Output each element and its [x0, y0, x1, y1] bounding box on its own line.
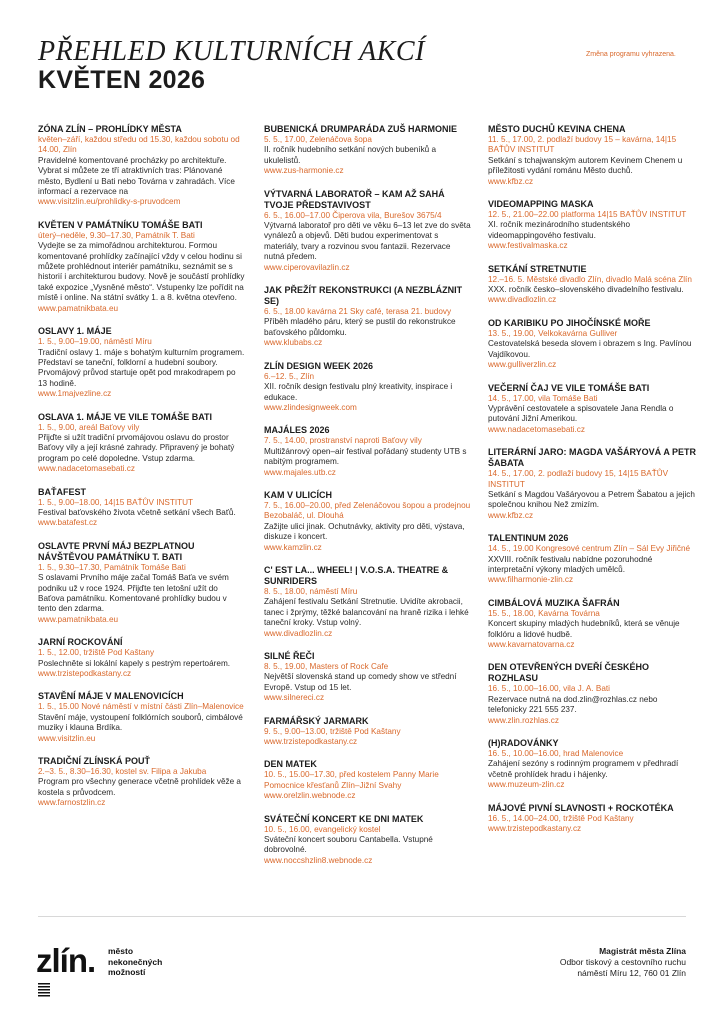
event-link[interactable]: www.nadacetomasebati.cz	[38, 464, 135, 474]
event-date-place: 1. 5., 9.30–17.30, Památník Tomáše Bati	[38, 562, 186, 572]
event-link[interactable]: www.1majvezline.cz	[38, 389, 112, 399]
event-date-place: 15. 5., 18.00, Kavárna Továrna	[488, 608, 600, 618]
event-date-place: 16. 5., 14.00–24.00, tržiště Pod Kaštany	[488, 813, 634, 823]
event-description: Největší slovenská stand up comedy show ve střední Evropě. Vstup od 15 let.	[264, 672, 457, 692]
event-date-place: 10. 5., 16.00, evangelický kostel	[264, 824, 381, 834]
event-title: CIMBÁLOVÁ MUZIKA ŠAFRÁN	[488, 597, 620, 608]
event-item	[264, 759, 472, 801]
event-title: MÁJOVÉ PIVNÍ SLAVNOSTI + ROCKOTÉKA	[488, 802, 674, 813]
event-item	[38, 541, 246, 625]
event-description: Příběh mladého páru, který se pustil do rekonstrukce baťovského půldomku.	[264, 317, 456, 337]
event-link[interactable]: www.klubabs.cz	[264, 338, 323, 348]
organizer-info	[560, 946, 686, 979]
event-link[interactable]: www.divadlozlin.cz	[488, 295, 557, 305]
event-item	[38, 124, 246, 208]
event-description: S oslavami Prvního máje začal Tomáš Baťa ve svém podniku už v roce 1924. Přijďte ten letošní užít do Baťova památníku. Komentované prohlídky budou v tento den zdarma.	[38, 573, 229, 614]
event-date-place: 1. 5., 9.00–18.00, 14|15 BAŤŮV INSTITUT	[38, 497, 194, 507]
event-date-place: 12. 5., 21.00–22.00 platforma 14|15 BAŤŮV INSTITUT	[488, 210, 687, 220]
event-item	[488, 662, 696, 726]
event-title: C' EST LA... WHEEL! | V.O.S.A. THEATRE & SUNRIDERS	[264, 564, 449, 586]
event-item	[488, 124, 696, 187]
event-description: XXX. ročník česko–slovenského divadelního festivalu.	[488, 285, 684, 295]
event-item	[488, 318, 696, 371]
event-item	[488, 598, 696, 651]
event-link[interactable]: www.nadacetomasebati.cz	[488, 424, 585, 434]
event-link[interactable]: www.pamatnikbata.eu	[38, 614, 119, 624]
event-item	[488, 447, 696, 521]
logo-slogan	[108, 946, 162, 978]
event-item	[38, 487, 246, 529]
event-title: OSLAVA 1. MÁJE VE VILE TOMÁŠE BATI	[38, 411, 213, 422]
event-link[interactable]: www.kavarnatovarna.cz	[488, 640, 575, 649]
event-title: OD KARIBIKU PO JIHOČÍNSKÉ MOŘE	[488, 317, 651, 328]
events-column-3	[488, 124, 696, 846]
event-link[interactable]: www.filharmonie-zlin.cz	[488, 575, 574, 585]
slogan-line: město	[108, 946, 134, 956]
event-title: JAK PŘEŽÍT REKONSTRUKCI (A NEZBLÁZNIT SE)	[264, 285, 463, 307]
event-title: (H)RADOVÁNKY	[488, 738, 559, 749]
event-title: DEN MATEK	[264, 759, 317, 770]
event-item	[38, 220, 246, 314]
event-description: Výtvarná laboratoř pro děti ve věku 6–13 let zve do světa vynálezů a objevů. Děti budou experimentovat s materiály, tvary a rozvinou svou fantazii. Rezervace nutná předem.	[264, 221, 471, 262]
event-item	[264, 124, 472, 177]
events-column-1	[38, 124, 246, 821]
event-title: BUBENICKÁ DRUMPARÁDA ZUŠ HARMONIE	[264, 124, 457, 134]
event-description: Cestovatelská beseda slovem i obrazem s Ing. Pavlínou Vajdíkovou.	[488, 339, 692, 359]
event-link[interactable]: www.muzeum-zlin.cz	[488, 780, 565, 790]
program-change-note: Změna programu vyhrazena.	[586, 51, 676, 58]
page-title: PŘEHLED KULTURNÍCH AKCÍ	[38, 36, 425, 67]
organizer-address: náměstí Míru 12, 760 01 Zlín	[577, 968, 686, 978]
events-column-2	[264, 124, 472, 878]
event-description: Multižánrový open–air festival pořádaný studenty UTB s nabitým programem.	[264, 446, 467, 467]
event-title: SVÁTEČNÍ KONCERT KE DNI MATEK	[264, 813, 424, 824]
event-date-place: 16. 5., 10.00–16.00, vila J. A. Bati	[488, 684, 610, 694]
event-link[interactable]: www.orelzlin.webnode.cz	[264, 791, 356, 801]
event-title: MĚSTO DUCHŮ KEVINA CHENA	[488, 124, 626, 134]
event-item	[264, 189, 472, 273]
event-item	[264, 716, 472, 748]
event-description: XI. ročník mezinárodního studentského videomappingového festivalu.	[488, 220, 630, 240]
event-date-place: 12.–16. 5. Městské divadlo Zlín, divadlo Malá scéna Zlín	[488, 274, 692, 284]
event-link[interactable]: www.batafest.cz	[38, 518, 98, 528]
event-link[interactable]: www.festivalmaska.cz	[488, 241, 568, 251]
event-date-place: 5. 5., 17.00, Zelenáčova šopa	[264, 135, 372, 144]
event-item	[264, 814, 472, 867]
event-title: DEN OTEVŘENÝCH DVEŘÍ ČESKÉHO ROZHLASU	[488, 662, 650, 684]
event-link[interactable]: www.ciperovavilazlin.cz	[264, 262, 350, 272]
event-link[interactable]: www.trzistepodkastany.cz	[38, 669, 132, 679]
event-date-place: 1. 5., 9.00, areál Baťovy vily	[38, 422, 140, 432]
event-date-place: květen–září, každou středu od 15.30, každou sobotu od 14.00, Zlín	[38, 135, 240, 155]
event-title: ZÓNA ZLÍN – PROHLÍDKY MĚSTA	[38, 124, 182, 134]
event-date-place: 11. 5., 17.00, 2. podlaží budovy 15 – kavárna, 14|15 BAŤŮV INSTITUT	[488, 135, 677, 155]
event-date-place: 2.–3. 5., 8.30–16.30, kostel sv. Filipa a Jakuba	[38, 767, 207, 777]
event-date-place: 7. 5., 14.00, prostranství naproti Baťovy vily	[264, 436, 422, 446]
event-link[interactable]: www.kfbz.cz	[488, 510, 534, 520]
event-title: KVĚTEN V PAMÁTNÍKU TOMÁŠE BATI	[38, 219, 203, 230]
event-title: VÝTVARNÁ LABORATOŘ – KAM AŽ SAHÁ TVOJE PŘEDSTAVIVOST	[264, 188, 445, 210]
event-date-place: 6.–12. 5., Zlín	[264, 371, 315, 381]
event-description: Poslechněte si lokální kapely s pestrým repertoárem.	[38, 658, 231, 668]
event-item	[264, 361, 472, 414]
event-link[interactable]: www.divadlozlin.cz	[264, 628, 333, 638]
event-date-place: 14. 5., 17.00, vila Tomáše Bati	[488, 393, 598, 403]
event-description: Koncert skupiny mladých hudebníků, která se věnuje folklóru a lidové hudbě.	[488, 619, 680, 639]
event-link[interactable]: www.zlindesignweek.com	[264, 402, 357, 412]
event-link[interactable]: www.zlin.rozhlas.cz	[488, 715, 559, 725]
event-item	[264, 285, 472, 349]
event-description: Přijďte si užít tradiční prvomájovou oslavu do prostor Baťovy vily a její krásné zahrady. Připravený je bohatý program po celé dopoledne. Vstup zdarma.	[38, 432, 235, 463]
event-description: XXVIII. ročník festivalu nabídne pozoruhodné interpretační výkony mladých umělců.	[488, 554, 653, 574]
event-title: VIDEOMAPPING MASKA	[488, 199, 594, 210]
event-item	[488, 533, 696, 586]
slogan-line: nekonečných	[108, 956, 163, 967]
event-link[interactable]: www.farnostzlin.cz	[38, 798, 106, 808]
event-item	[488, 803, 696, 835]
event-title: KAM V ULICÍCH	[264, 489, 332, 500]
event-title: TALENTINUM 2026	[488, 533, 569, 544]
event-link[interactable]: www.visitzlin.eu	[38, 733, 96, 743]
page-subtitle: KVĚTEN 2026	[38, 66, 206, 94]
event-title: STAVĚNÍ MÁJE V MALENOVICÍCH	[38, 691, 184, 702]
slogan-line: možností	[108, 967, 146, 977]
event-description: Sváteční koncert souboru Cantabella. Vstupné dobrovolné.	[264, 835, 433, 855]
event-title: TRADIČNÍ ZLÍNSKÁ POUŤ	[38, 756, 150, 767]
event-item	[264, 565, 472, 639]
event-title: ZLÍN DESIGN WEEK 2026	[264, 360, 374, 371]
event-description: Stavění máje, vystoupení folklórních souborů, cimbálové muziky i klauna Brdíka.	[38, 712, 243, 733]
event-link[interactable]: www.pamatnikbata.eu	[38, 303, 119, 313]
event-item	[264, 425, 472, 478]
zlin-logo: zlín.	[36, 942, 96, 979]
event-link[interactable]: www.zus-harmonie.cz	[264, 166, 344, 176]
event-date-place: 16. 5., 10.00–16.00, hrad Malenovice	[488, 749, 624, 759]
event-description: Tradiční oslavy 1. máje s bohatým kulturním programem. Představí se taneční, folklorní a hudební soubory. Prvomájový průvod startuje opět pod mrakodrapem po 13 hodině.	[38, 347, 245, 388]
logo-stripes-icon	[38, 983, 50, 997]
footer-divider	[38, 916, 686, 917]
event-description: Zahájení festivalu Setkání Stretnutie. Uvidíte akrobacii, tanec i žprýmy, těžké balancování na hraně rizika i lehké taneční kroky. Vstup volný.	[264, 597, 469, 628]
event-item	[488, 264, 696, 306]
event-item	[38, 637, 246, 679]
event-item	[264, 651, 472, 704]
event-description: Pravidelné komentované procházky po architektuře. Vybrat si můžete ze tří atraktivních tras: Plánované město, Bydlení u Bati nebo Továrna v zahradách. Více informací a rezervace na	[38, 155, 235, 197]
event-item	[38, 691, 246, 744]
event-date-place: 6. 5., 18.00 kavárna 21 Sky café, terasa 21. budovy	[264, 307, 452, 317]
event-title: FARMÁŘSKÝ JARMARK	[264, 715, 369, 726]
event-date-place: 13. 5., 19.00, Velkokavárna Gulliver	[488, 328, 618, 338]
event-description: Festival baťovského života včetně setkání všech Baťů.	[38, 507, 236, 517]
event-item	[38, 756, 246, 809]
event-date-place: 14. 5., 19.00 Kongresové centrum Zlín – Sál Evy Jiřičné	[488, 544, 691, 554]
organizer-name: Magistrát města Zlína	[599, 946, 686, 956]
event-description: II. ročník hudebního setkání nových bubeníků a ukulelistů.	[264, 145, 437, 165]
event-description: Setkání s tchajwanským autorem Kevinem Chenem u příležitosti vydání románu Město duchů.	[488, 155, 683, 176]
organizer-department: Odbor tiskový a cestovního ruchu	[559, 957, 686, 967]
event-date-place: 1. 5., 9.00–19.00, náměstí Míru	[38, 337, 152, 347]
event-date-place: 8. 5., 18.00, náměstí Míru	[264, 586, 358, 596]
event-date-place: 6. 5., 16.00–17.00 Čiperova vila, Burešov 3675/4	[264, 210, 442, 220]
event-date-place: 8. 5., 19.00, Masters of Rock Cafe	[264, 662, 389, 671]
event-description: Vydejte se za mimořádnou architekturou. Formou komentované prohlídky začínající vždy v celou hodinu si můžete prohlédnout interiér památníku, seznámit se s historií i architekturou budovy. Nově je součástí prohlídky také expozice „Vysněné město“. Vstupenky lze pořídit na místě i online. Na státní svátky 1. a 8. května otevřeno.	[38, 241, 245, 303]
event-date-place: 1. 5., 15.00 Nové náměstí v místní části Zlín–Malenovice	[38, 702, 244, 712]
event-item	[264, 490, 472, 553]
event-title: MAJÁLES 2026	[264, 425, 330, 436]
event-link[interactable]: www.gulliverzlin.cz	[488, 360, 557, 370]
event-link[interactable]: www.kfbz.cz	[488, 176, 534, 186]
event-date-place: 1. 5., 12.00, tržiště Pod Kaštany	[38, 648, 155, 658]
event-title: VEČERNÍ ČAJ VE VILE TOMÁŠE BATI	[488, 382, 650, 393]
event-date-place: 7. 5., 16.00–20.00, před Zelenáčovou šopou a prodejnou Bezobaláč, ul. Dlouhá	[264, 500, 471, 521]
event-item	[488, 738, 696, 791]
event-title: SETKÁNÍ STRETNUTIE	[488, 263, 587, 274]
event-title: BAŤAFEST	[38, 486, 86, 497]
event-title: OSLAVY 1. MÁJE	[38, 326, 112, 337]
event-link[interactable]: www.kamzlin.cz	[264, 542, 322, 552]
event-description: Zahájení sezóny s rodinným programem v předhradí včetně prohlídek hradu i hájenky.	[488, 759, 679, 779]
event-date-place: 9. 5., 9.00–13.00, tržiště Pod Kaštany	[264, 726, 401, 736]
event-link[interactable]: www.majales.utb.cz	[264, 467, 336, 477]
event-link[interactable]: www.visitzlin.eu/prohlidky-s-pruvodcem	[38, 197, 181, 207]
event-item	[38, 326, 246, 399]
event-title: LITERÁRNÍ JARO: MAGDA VAŠÁRYOVÁ A PETR ŠABATA	[488, 447, 697, 469]
event-item	[488, 199, 696, 252]
event-title: JARNÍ ROCKOVÁNÍ	[38, 637, 123, 648]
event-date-place: úterý–neděle, 9.30–17.30, Památník T. Bati	[38, 230, 195, 240]
event-link[interactable]: www.trzistepodkastany.cz	[264, 737, 358, 747]
event-description: XII. ročník design festivalu plný kreativity, inspirace i edukace.	[264, 382, 453, 402]
event-date-place: 14. 5., 17.00, 2. podlaží budovy 15, 14|15 BAŤŮV INSTITUT	[488, 469, 669, 489]
event-description: Setkání s Magdou Vašáryovou a Petrem Šabatou a jejich společnou knihou Než zmizím.	[488, 489, 695, 510]
event-date-place: 10. 5., 15.00–17.30, před kostelem Panny Marie Pomocnice křesťanů Zlín–Jižní Svahy	[264, 770, 439, 790]
event-description: Rezervace nutná na dod.zlin@rozhlas.cz nebo telefonicky 221 555 237.	[488, 694, 658, 715]
event-description: Vyprávění cestovatele a spisovatele Jana Rendla o putování Jižní Amerikou.	[488, 403, 674, 424]
event-link[interactable]: www.noccshzlin8.webnode.cz	[264, 855, 373, 865]
event-item	[488, 383, 696, 436]
event-description: Zažijte ulici jinak. Ochutnávky, aktivity pro děti, výstava, diskuze i koncert.	[264, 521, 465, 542]
event-link[interactable]: www.trzistepodkastany.cz	[488, 824, 582, 834]
event-title: OSLAVTE PRVNÍ MÁJ BEZPLATNOU NÁVŠTĚVOU PAMÁTNÍKU T. BATI	[38, 540, 195, 562]
event-link[interactable]: www.silnereci.cz	[264, 693, 325, 703]
event-description: Program pro všechny generace včetně prohlídek věže a kostela s průvodcem.	[38, 777, 241, 797]
event-item	[38, 412, 246, 475]
event-title: SILNÉ ŘEČI	[264, 651, 315, 661]
